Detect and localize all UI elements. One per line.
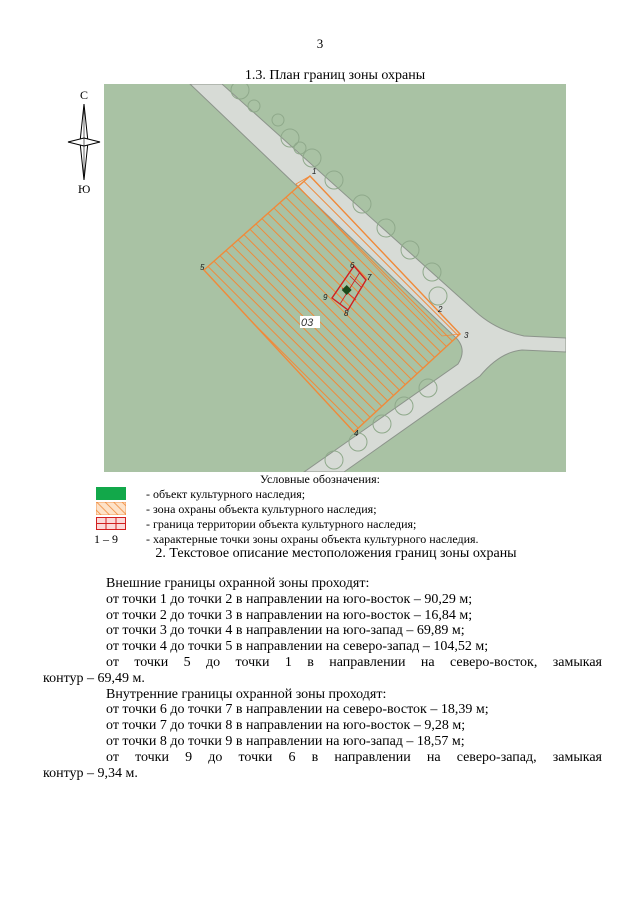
point-label-8: 8 — [344, 309, 349, 318]
boundary-description — [43, 576, 602, 781]
inner-line: от точки 6 до точки 7 в направлении на северо-восток – 18,39 м; — [106, 702, 489, 718]
section-title: 2. Текстовое описание местоположения границ зоны охраны — [155, 546, 517, 561]
legend-item-territory — [88, 517, 608, 533]
point-label-7: 7 — [367, 273, 372, 282]
inner-heading: Внутренние границы охранной зоны проходят: — [106, 686, 387, 702]
outer-heading: Внешние границы охранной зоны проходят: — [106, 576, 370, 591]
point-label-9: 9 — [323, 293, 328, 302]
point-label-3: 3 — [464, 331, 469, 340]
outer-line: от точки 3 до точки 4 в направлении на юго-запад – 69,89 м; — [106, 623, 465, 639]
outer-line: от точки 4 до точки 5 в направлении на северо-запад – 104,52 м; — [106, 639, 489, 655]
zone-label: 03 — [301, 317, 314, 329]
legend-points-range: 1 – 9 — [94, 532, 118, 546]
point-label-1: 1 — [312, 167, 317, 176]
inner-line: от точки 8 до точки 9 в направлении на юго-запад – 18,57 м; — [106, 733, 465, 749]
inner-line: от точки 7 до точки 8 в направлении на юго-восток – 9,28 м; — [106, 718, 466, 734]
inner-line-closing: от точки 9 до точки 6 в направлении на северо-запад, замыкая — [106, 749, 602, 765]
point-label-2: 2 — [438, 305, 443, 314]
outer-line-closing-end: контур – 69,49 м. — [43, 670, 145, 686]
legend-title: Условные обозначения: — [260, 472, 381, 486]
legend-label: - объект культурного наследия; — [146, 487, 306, 501]
legend-territory-swatch — [96, 517, 126, 530]
compass — [66, 88, 106, 198]
legend-label: - характерные точки зоны охраны объекта культурного наследия. — [146, 532, 479, 546]
legend-item-object — [88, 487, 608, 503]
plan-title: 1.3. План границ зоны охраны — [244, 68, 426, 83]
legend-label: - граница территории объекта культурного наследия; — [146, 517, 417, 531]
legend-zone-swatch — [96, 502, 126, 515]
outer-line-closing: от точки 5 до точки 1 в направлении на северо-восток, замыкая — [106, 654, 602, 670]
legend-label: - зона охраны объекта культурного наследия; — [146, 502, 377, 516]
legend-object-swatch — [96, 487, 126, 500]
compass-south-label: Ю — [78, 182, 91, 196]
outer-line: от точки 1 до точки 2 в направлении на юго-восток – 90,29 м; — [106, 591, 473, 607]
compass-rose-icon — [66, 102, 102, 182]
boundary-map — [104, 84, 566, 472]
outer-line: от точки 2 до точки 3 в направлении на юго-восток – 16,84 м; — [106, 607, 473, 623]
point-label-5: 5 — [200, 263, 205, 272]
compass-north-label: С — [80, 88, 89, 102]
point-label-6: 6 — [350, 261, 355, 270]
legend-item-zone — [88, 502, 608, 518]
point-label-4: 4 — [354, 429, 359, 438]
inner-line-closing-end: контур – 9,34 м. — [43, 765, 138, 781]
page-number: 3 — [316, 36, 324, 51]
